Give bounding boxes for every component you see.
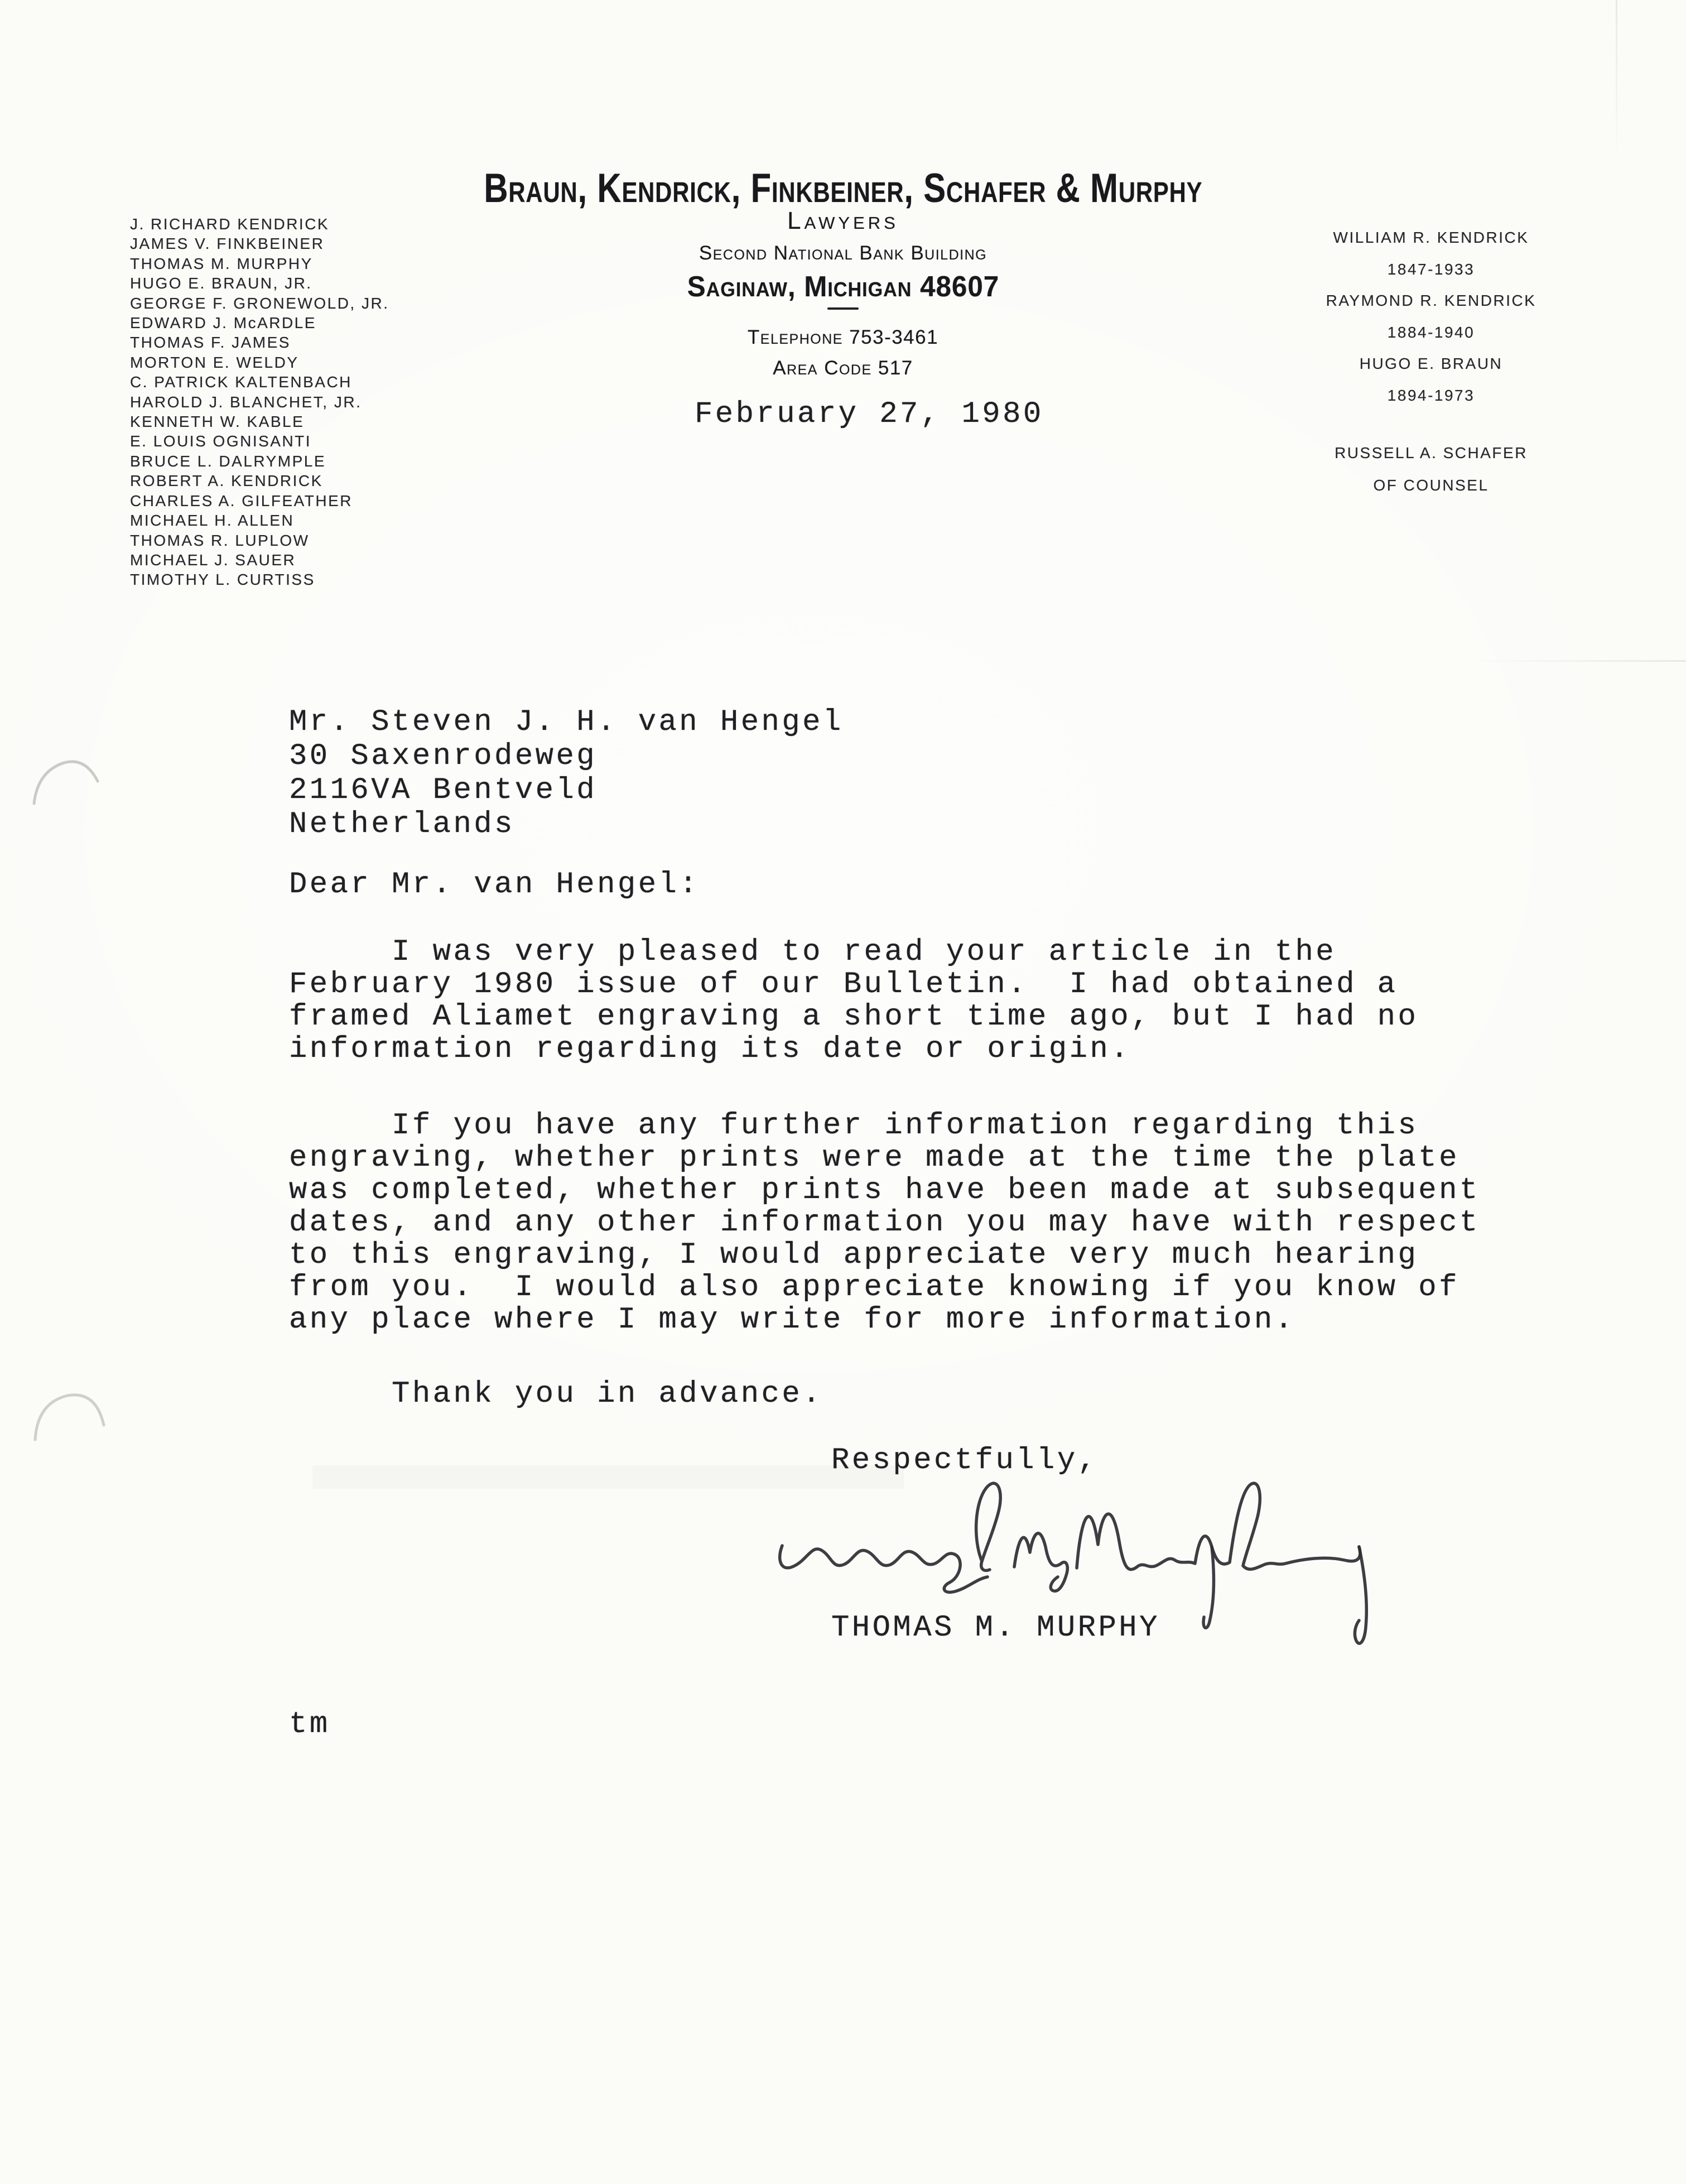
letter-line: framed Aliamet engraving a short time ago, but I had no [289,1000,1419,1034]
attorney-name: ROBERT A. KENDRICK [130,472,323,490]
memorial-name: RAYMOND R. KENDRICK [1326,292,1536,309]
memorial-name: WILLIAM R. KENDRICK [1333,229,1529,246]
body-paragraph-1 [289,936,1418,1066]
of-counsel-name: RUSSELL A. SCHAFER [1335,444,1528,461]
letter-line: information regarding its date or origin. [289,1032,1131,1066]
letter-line: If you have any further information regarding this [289,1109,1419,1143]
letter-line: February 1980 issue of our Bulletin. I had obtained a [289,968,1398,1002]
letter-line: to this engraving, I would appreciate very much hearing [289,1238,1419,1272]
letterhead-divider-rule [827,307,859,310]
city-line: Saginaw, Michigan 48607 [687,271,999,303]
salutation: Dear Mr. van Hengel: [289,868,700,902]
body-paragraph-3 [289,1378,823,1411]
attorney-name: GEORGE F. GRONEWOLD, JR. [130,294,389,312]
firm-name: Braun, Kendrick, Finkbeiner, Schafer & Murphy [484,166,1202,211]
letter-line: engraving, whether prints were made at the time the plate [289,1141,1459,1175]
scan-arc-mark [32,1391,113,1449]
attorney-name: BRUCE L. DALRYMPLE [130,452,326,470]
practice-label: Lawyers [787,207,899,234]
attorney-name: J. RICHARD KENDRICK [130,215,330,233]
attorney-name: KENNETH W. KABLE [130,413,305,431]
attorney-name: THOMAS F. JAMES [130,334,291,352]
attorney-name: JAMES V. FINKBEINER [130,235,325,253]
valediction: Respectfully, [831,1444,1099,1478]
attorney-name: TIMOTHY L. CURTISS [130,571,315,589]
attorney-name: HUGO E. BRAUN, JR. [130,275,312,292]
memorial-column [1300,222,1562,502]
date-line: February 27, 1980 [695,397,1044,431]
building-line: Second National Bank Building [699,242,987,264]
letter-line: dates, and any other information you may have with respect [289,1206,1480,1240]
recipient-line: 30 Saxenrodeweg [289,739,598,773]
letter-line: I was very pleased to read your article in the [289,935,1337,969]
letter-line: Thank you in advance. [289,1377,823,1411]
memorial-years: 1894-1973 [1387,386,1475,404]
area-code-line: Area Code 517 [773,357,913,379]
of-counsel-block [1300,437,1562,502]
attorney-name: MICHAEL H. ALLEN [130,512,295,530]
recipient-line: Mr. Steven J. H. van Hengel [289,705,844,739]
attorney-name: E. LOUIS OGNISANTI [130,432,312,450]
scan-arc-mark [31,758,109,814]
memorial-years: 1884-1940 [1387,323,1475,341]
recipient-line: 2116VA Bentveld [289,773,598,807]
attorney-name: HAROLD J. BLANCHET, JR. [130,393,362,411]
letter-line: from you. I would also appreciate knowing if you know of [289,1271,1459,1305]
memorial-years: 1847-1933 [1387,260,1475,278]
attorney-name: CHARLES A. GILFEATHER [130,492,353,509]
memorial-name: HUGO E. BRAUN [1359,355,1503,372]
letter-line: any place where I may write for more information. [289,1303,1295,1337]
body-paragraph-2 [289,1110,1480,1336]
attorney-name: C. PATRICK KALTENBACH [130,373,352,391]
attorney-name: MORTON E. WELDY [130,353,299,371]
recipient-line: Netherlands [289,807,515,841]
telephone-line: Telephone 753-3461 [747,326,939,348]
attorney-name: THOMAS R. LUPLOW [130,531,310,549]
recipient-block [289,705,844,841]
typed-signer-name: THOMAS M. MURPHY [831,1611,1160,1645]
attorney-name: MICHAEL J. SAUER [130,551,296,569]
memorial-entry [1300,348,1562,411]
memorial-list [1300,222,1562,411]
attorneys-list [130,214,389,590]
attorney-name: THOMAS M. MURPHY [130,254,313,272]
paper-crease [1616,0,1617,167]
attorney-name: EDWARD J. McARDLE [130,314,316,332]
paper-crease [1474,660,1686,662]
memorial-entry [1300,285,1562,348]
typist-initials: tm [289,1707,330,1742]
letter-line: was completed, whether prints have been made at subsequent [289,1173,1480,1208]
of-counsel-title: OF COUNSEL [1373,477,1489,494]
memorial-entry [1300,222,1562,285]
